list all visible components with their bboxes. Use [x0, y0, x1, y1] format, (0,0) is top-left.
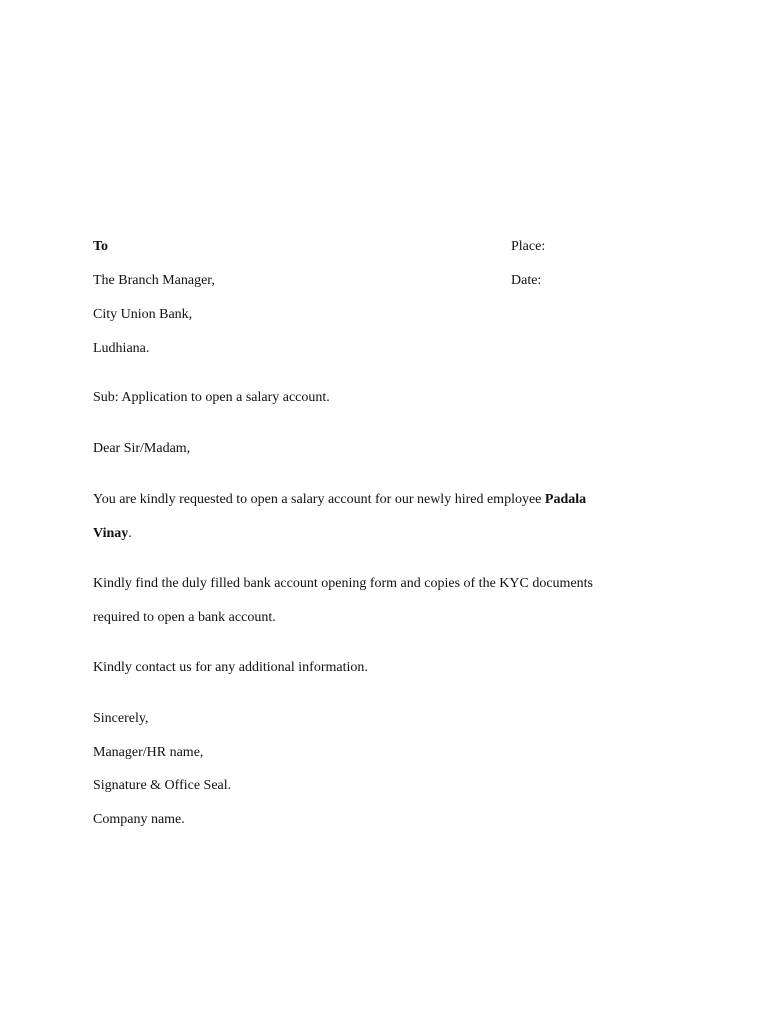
paragraph-1-text: You are kindly requested to open a salary account for our newly hired employee [93, 492, 545, 507]
to-label: To [93, 239, 109, 254]
employee-first-name: Padala [544, 492, 587, 507]
paragraph-3: Kindly contact us for any additional information. [93, 660, 368, 675]
employee-last-name: Vinay [93, 526, 129, 541]
recipient-line-3: Ludhiana. [93, 341, 150, 356]
recipient-line-1: The Branch Manager, [93, 273, 215, 288]
closing-name: Manager/HR name, [93, 745, 204, 760]
paragraph-1-end: . [128, 526, 132, 541]
closing-sincerely: Sincerely, [93, 711, 149, 726]
place-label: Place: [511, 239, 546, 254]
date-label: Date: [511, 273, 542, 288]
paragraph-2-line-2: required to open a bank account. [93, 610, 276, 625]
closing-signature: Signature & Office Seal. [93, 778, 232, 793]
paragraph-1-line-1 [93, 491, 586, 509]
closing-company: Company name. [93, 812, 185, 827]
subject-line: Sub: Application to open a salary account. [93, 390, 330, 405]
paragraph-2-line-1: Kindly find the duly filled bank account opening form and copies of the KYC documents [93, 576, 594, 591]
salutation: Dear Sir/Madam, [93, 441, 191, 456]
paragraph-1-line-2 [93, 525, 132, 543]
recipient-line-2: City Union Bank, [93, 307, 193, 322]
